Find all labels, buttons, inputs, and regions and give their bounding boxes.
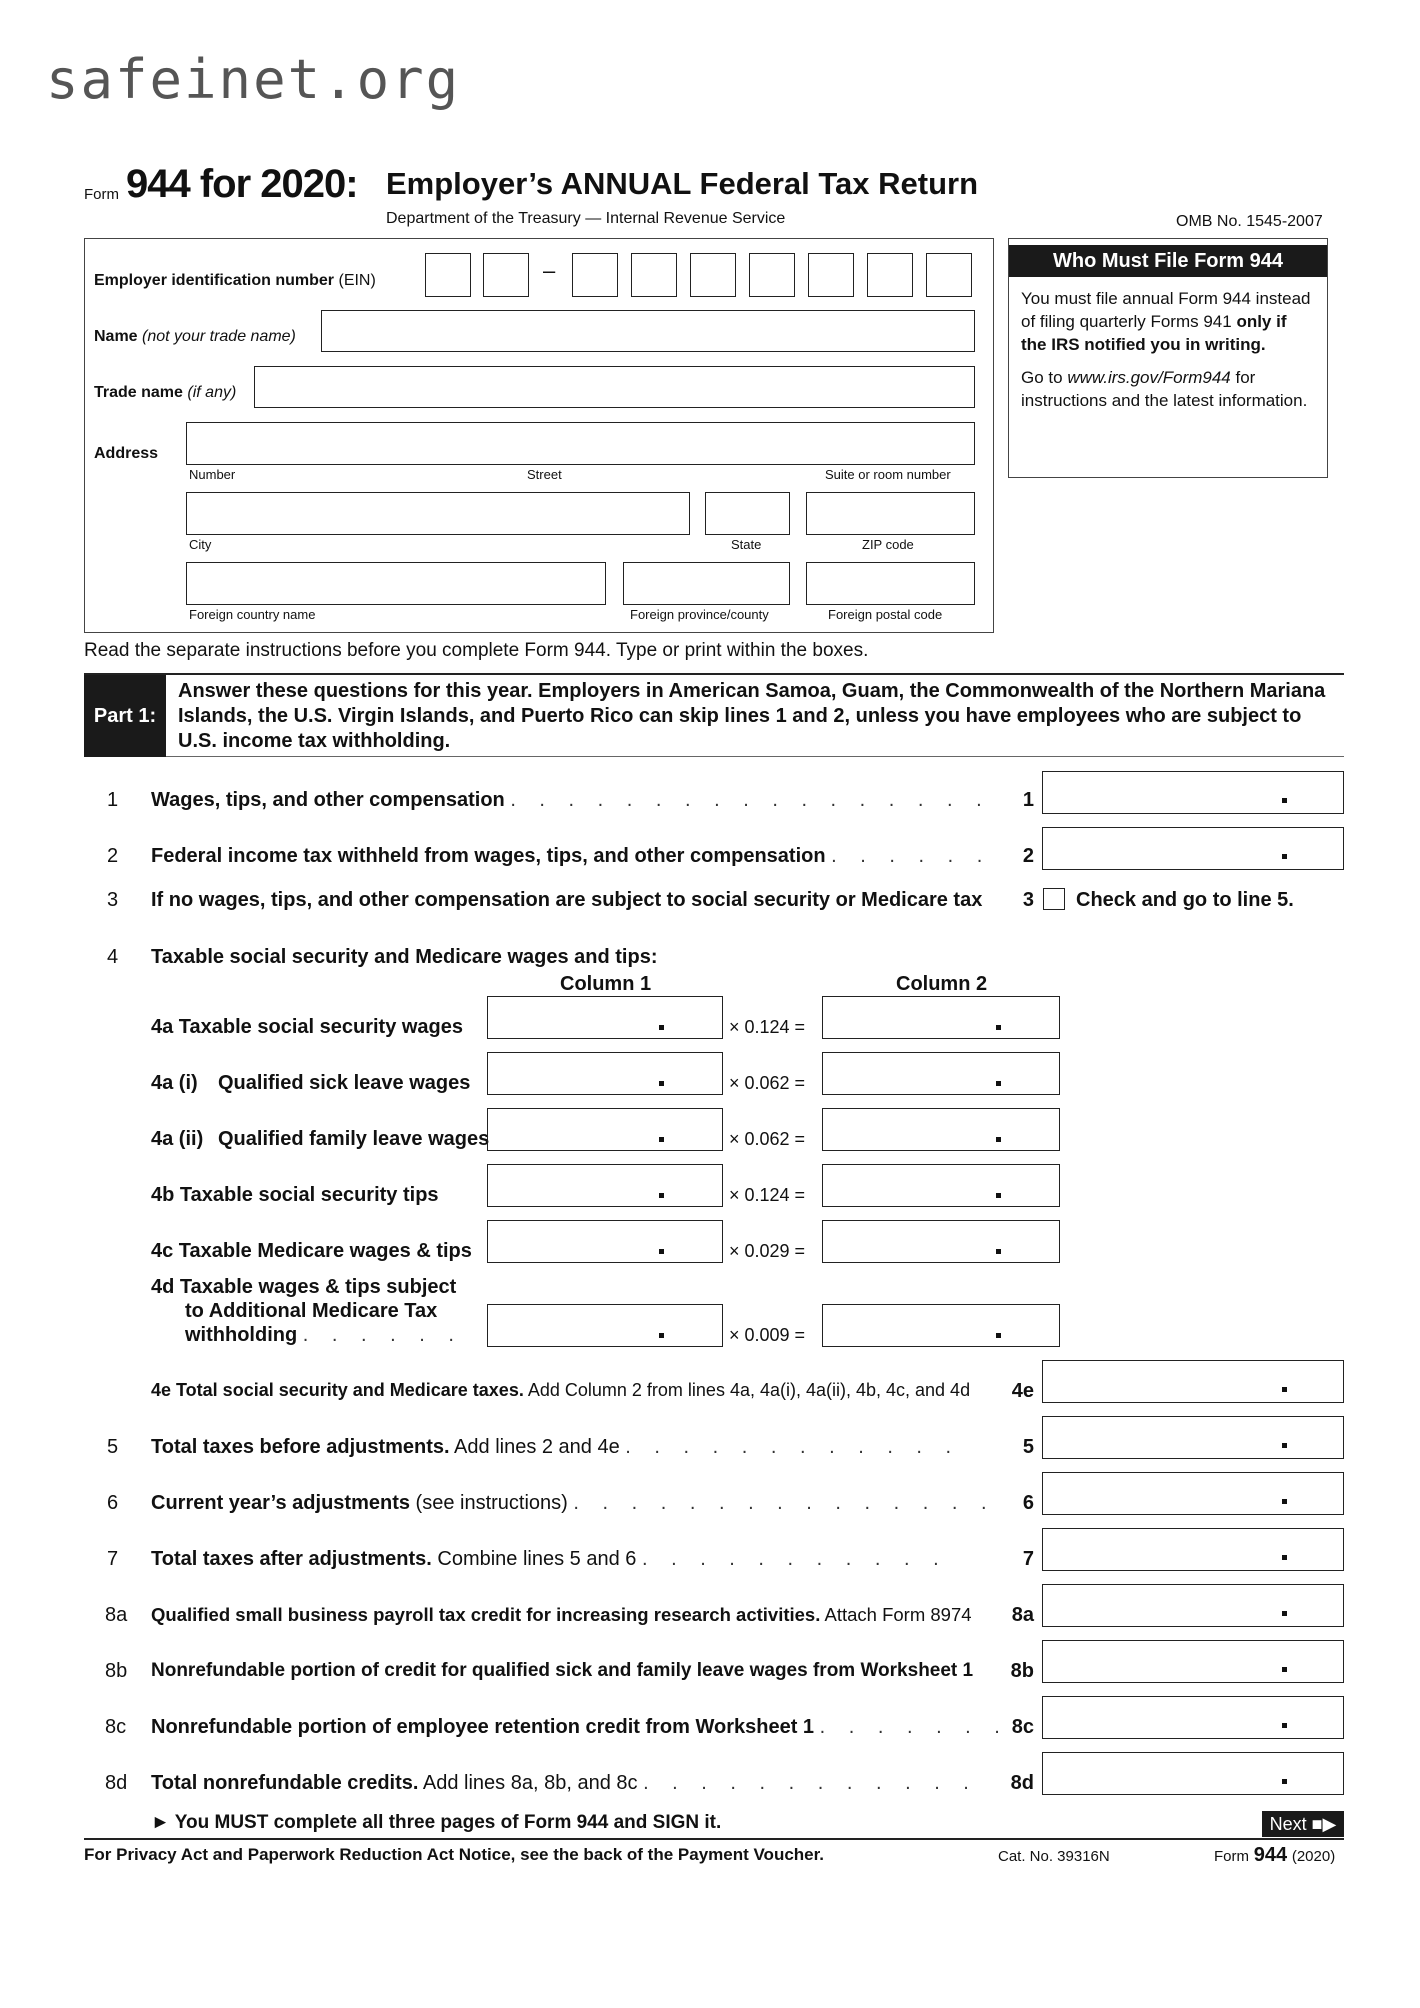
line-8c-text: Nonrefundable portion of employee retention credit from Worksheet 1 . . . . . . . (151, 1716, 1009, 1738)
line-4aii-column-1[interactable] (487, 1108, 723, 1151)
line-8b-text: Nonrefundable portion of credit for qualified sick and family leave wages from Worksheet 1 (151, 1660, 974, 1681)
line-4b-column-2[interactable] (822, 1164, 1060, 1207)
line-8c-number: 8c (105, 1716, 127, 1738)
who-must-file-text-2: Go to www.irs.gov/Form944 for instructions and the latest information. (1021, 368, 1308, 410)
must-complete-note: ► You MUST complete all three pages of Form 944 and SIGN it. (151, 1812, 722, 1833)
line-8a-amount[interactable] (1042, 1584, 1344, 1627)
line-4d-column-1[interactable] (487, 1304, 723, 1347)
ein-digit-9[interactable] (926, 253, 972, 297)
line-8d-number: 8d (105, 1772, 128, 1794)
line-8a-text: Qualified small business payroll tax credit for increasing research activities. Attach Form 8974 (151, 1604, 972, 1625)
line-6-text: Current year’s adjustments (see instructions) . . . . . . . . . . . . . . . (151, 1492, 996, 1514)
line-8b-box-label: 8b (1010, 1660, 1034, 1682)
ein-digit-1[interactable] (425, 253, 471, 297)
line-4-number: 4 (107, 946, 119, 968)
zip-caption: ZIP code (862, 537, 914, 552)
state-field[interactable] (705, 492, 790, 535)
state-caption: State (731, 537, 762, 552)
line-5-box-label: 5 (1022, 1436, 1034, 1458)
line-6-amount[interactable] (1042, 1472, 1344, 1515)
footer-form-id: Form 944 (2020) (1214, 1844, 1336, 1866)
ein-digit-7[interactable] (808, 253, 854, 297)
line-4b-text: 4b Taxable social security tips (151, 1184, 439, 1206)
part1-header (84, 673, 1344, 757)
read-instructions-note: Read the separate instructions before you complete Form 944. Type or print within the boxes. (84, 640, 869, 661)
line-4d-text-1: 4d Taxable wages & tips subject (151, 1276, 457, 1298)
line-2-box-label: 2 (1022, 845, 1034, 867)
ein-digit-4[interactable] (631, 253, 677, 297)
name-field[interactable] (321, 310, 975, 352)
part1-label: Part 1: (84, 675, 166, 757)
line-3-checkbox[interactable] (1043, 888, 1065, 910)
foreign-country-caption: Foreign country name (189, 607, 316, 622)
foreign-postal-caption: Foreign postal code (828, 607, 943, 622)
line-4d-text-3: withholding . . . . . . (185, 1324, 463, 1346)
line-8c-amount[interactable] (1042, 1696, 1344, 1739)
foreign-country-field[interactable] (186, 562, 606, 605)
line-1-text: Wages, tips, and other compensation . . . . . . . . . . . . . . . . . (151, 789, 991, 811)
line-1-box-label: 1 (1022, 789, 1034, 811)
trade-name-label: Trade name (if any) (94, 384, 237, 401)
line-4a-column-1[interactable] (487, 996, 723, 1039)
line-4ai-column-2[interactable] (822, 1052, 1060, 1095)
line-7-amount[interactable] (1042, 1528, 1344, 1571)
line-8a-box-label: 8a (1011, 1604, 1034, 1626)
line-4aii-number: 4a (ii) (151, 1128, 204, 1150)
next-button[interactable]: Next ■▶ (1262, 1811, 1344, 1837)
street-caption: Street (527, 467, 562, 482)
line-4b-rate: × 0.124 = (729, 1185, 806, 1205)
number-caption: Number (189, 467, 236, 482)
line-4c-column-2[interactable] (822, 1220, 1060, 1263)
line-4-text: Taxable social security and Medicare wages and tips: (151, 946, 658, 968)
ein-digit-3[interactable] (572, 253, 618, 297)
suite-caption: Suite or room number (825, 467, 951, 482)
line-4c-rate: × 0.029 = (729, 1241, 806, 1261)
name-label: Name (not your trade name) (94, 328, 296, 345)
line-3-text: If no wages, tips, and other compensation are subject to social security or Medicare tax (151, 889, 983, 911)
department: Department of the Treasury — Internal Revenue Service (386, 210, 786, 227)
trade-name-field[interactable] (254, 366, 975, 408)
line-4aii-rate: × 0.062 = (729, 1129, 806, 1149)
line-4ai-rate: × 0.062 = (729, 1073, 806, 1093)
catalog-number: Cat. No. 39316N (998, 1848, 1110, 1865)
address-label: Address (94, 445, 159, 462)
zip-field[interactable] (806, 492, 975, 535)
form-number: 944 for 2020: (126, 162, 358, 206)
line-4a-column-2[interactable] (822, 996, 1060, 1039)
city-caption: City (189, 537, 212, 552)
omb-number: OMB No. 1545-2007 (1176, 213, 1323, 230)
foreign-province-field[interactable] (623, 562, 790, 605)
line-7-number: 7 (107, 1548, 119, 1570)
privacy-notice: For Privacy Act and Paperwork Reduction Act Notice, see the back of the Payment Voucher. (84, 1845, 825, 1864)
line-1-number: 1 (107, 789, 119, 811)
who-must-file-heading: Who Must File Form 944 (1009, 245, 1327, 277)
line-8d-amount[interactable] (1042, 1752, 1344, 1795)
line-4ai-column-1[interactable] (487, 1052, 723, 1095)
line-4b-column-1[interactable] (487, 1164, 723, 1207)
footer-rule (84, 1838, 1344, 1840)
column-1-heading: Column 1 (560, 973, 652, 995)
form-word: Form (84, 186, 119, 203)
column-2-heading: Column 2 (896, 973, 988, 995)
line-4a-text: 4a Taxable social security wages (151, 1016, 464, 1038)
foreign-postal-field[interactable] (806, 562, 975, 605)
part1-instructions: Answer these questions for this year. Employers in American Samoa, Guam, the Commonwealth of the Northern Mariana Islands, the U.S. Virgin Islands, and Puerto Rico can skip lines 1 and 2, unless you have employees who are subject to U.S. income tax withholding. (178, 680, 1326, 752)
line-2-amount[interactable] (1042, 827, 1344, 870)
line-4e-text: 4e Total social security and Medicare taxes. Add Column 2 from lines 4a, 4a(i), 4a(ii), 4b, 4c, and 4d (151, 1380, 971, 1400)
line-7-text: Total taxes after adjustments. Combine lines 5 and 6 . . . . . . . . . . . (151, 1548, 948, 1570)
line-4e-box-label: 4e (1011, 1380, 1034, 1402)
line-8c-box-label: 8c (1011, 1716, 1034, 1738)
line-4ai-number: 4a (i) (151, 1072, 198, 1094)
line-2-number: 2 (107, 845, 119, 867)
ein-digit-2[interactable] (483, 253, 529, 297)
ein-digit-8[interactable] (867, 253, 913, 297)
who-must-file-box (1008, 238, 1328, 478)
line-3-box-label: 3 (1022, 889, 1034, 911)
street-field[interactable] (186, 422, 975, 465)
line-5-amount[interactable] (1042, 1416, 1344, 1459)
line-7-box-label: 7 (1022, 1548, 1034, 1570)
ein-label: Employer identification number (EIN) (94, 272, 376, 289)
line-3-check-label: Check and go to line 5. (1076, 889, 1294, 911)
line-8d-text: Total nonrefundable credits. Add lines 8a, 8b, and 8c . . . . . . . . . . . . (151, 1772, 978, 1794)
line-8d-box-label: 8d (1010, 1772, 1034, 1794)
line-5-number: 5 (107, 1436, 119, 1458)
line-4e-amount[interactable] (1042, 1360, 1344, 1403)
irs-link[interactable]: www.irs.gov/Form944 (1067, 368, 1231, 387)
watermark: safeinet.org (46, 48, 461, 111)
line-4d-column-2[interactable] (822, 1304, 1060, 1347)
line-8b-amount[interactable] (1042, 1640, 1344, 1683)
line-4d-text-2: to Additional Medicare Tax (185, 1300, 438, 1322)
line-4ai-text: Qualified sick leave wages (218, 1072, 471, 1094)
ein-digit-5[interactable] (690, 253, 736, 297)
line-8a-number: 8a (105, 1604, 128, 1626)
line-4c-text: 4c Taxable Medicare wages & tips (151, 1240, 472, 1262)
line-6-number: 6 (107, 1492, 119, 1514)
line-4d-rate: × 0.009 = (729, 1325, 806, 1345)
line-4c-column-1[interactable] (487, 1220, 723, 1263)
line-4aii-column-2[interactable] (822, 1108, 1060, 1151)
line-3-number: 3 (107, 889, 119, 911)
line-5-text: Total taxes before adjustments. Add lines 2 and 4e . . . . . . . . . . . . (151, 1436, 961, 1458)
city-field[interactable] (186, 492, 690, 535)
line-8b-number: 8b (105, 1660, 128, 1682)
ein-digit-6[interactable] (749, 253, 795, 297)
foreign-province-caption: Foreign province/county (630, 607, 769, 622)
who-must-file-text-1: You must file annual Form 944 instead of filing quarterly Forms 941 only if the IRS notified you in writing. (1021, 289, 1311, 354)
form-title: Employer’s ANNUAL Federal Tax Return (386, 166, 979, 201)
ein-dash: – (543, 258, 556, 283)
line-2-text: Federal income tax withheld from wages, tips, and other compensation . . . . . . (151, 845, 992, 867)
line-1-amount[interactable] (1042, 771, 1344, 814)
line-6-box-label: 6 (1022, 1492, 1034, 1514)
line-4a-rate: × 0.124 = (729, 1017, 806, 1037)
line-4aii-text: Qualified family leave wages (218, 1128, 490, 1150)
